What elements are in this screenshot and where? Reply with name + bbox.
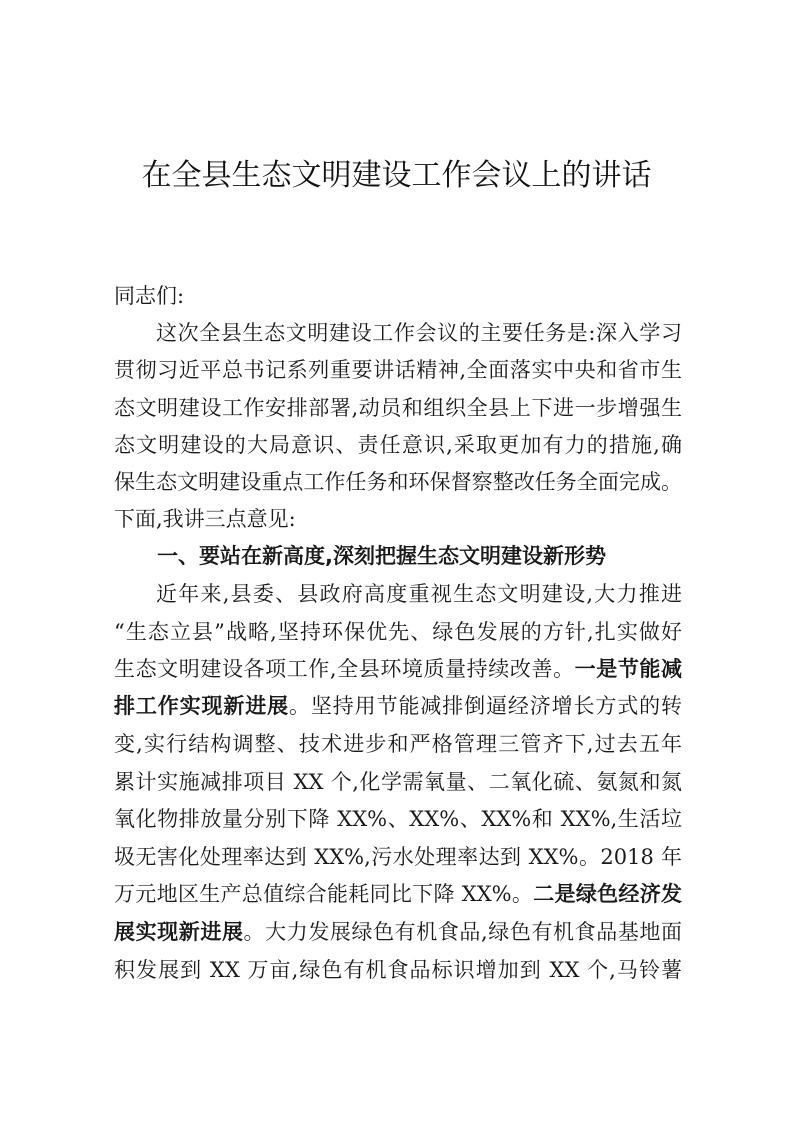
text-run: 。坚持用节能减排倒逼经济增长方式的转 bbox=[289, 694, 683, 718]
text-run: 万元地区生产总值综合能耗同比下降 XX%。 bbox=[114, 882, 534, 906]
paragraph-line: 近年来,县委、县政府高度重视生态文明建设,大力推进 bbox=[156, 582, 682, 606]
text-run: 。大力发展绿色有机食品,绿色有机食品基地面 bbox=[243, 920, 682, 944]
salutation: 同志们: bbox=[114, 284, 185, 308]
bold-run: 一是节能减 bbox=[574, 656, 682, 681]
paragraph-line: 圾无害化处理率达到 XX%,污水处理率达到 XX%。2018 年 bbox=[114, 845, 682, 869]
paragraph-line bbox=[114, 691, 682, 721]
bold-run: 二是绿色经济发 bbox=[533, 881, 683, 906]
bold-run: 排工作实现新进展 bbox=[114, 693, 290, 718]
paragraph-line bbox=[114, 917, 682, 947]
paragraph-line: 态文明建设的大局意识、责任意识,采取更加有力的措施,确 bbox=[114, 433, 682, 457]
paragraph-line bbox=[114, 654, 682, 684]
paragraph-line: 贯彻习近平总书记系列重要讲话精神,全面落实中央和省市生 bbox=[114, 358, 682, 382]
paragraph-line: 氧化物排放量分别下降 XX%、XX%、XX%和 XX%,生活垃 bbox=[114, 807, 682, 831]
section-heading-1: 一、要站在新高度,深刻把握生态文明建设新形势 bbox=[157, 544, 606, 568]
paragraph-line: 这次全县生态文明建设工作会议的主要任务是:深入学习 bbox=[156, 321, 682, 345]
paragraph-line: 下面,我讲三点意见: bbox=[114, 507, 296, 531]
document-title: 在全县生态文明建设工作会议上的讲话 bbox=[141, 158, 652, 193]
paragraph-line: 保生态文明建设重点工作任务和环保督察整改任务全面完成。 bbox=[114, 470, 682, 494]
paragraph-line: 变,实行结构调整、技术进步和严格管理三管齐下,过去五年 bbox=[114, 732, 682, 756]
bold-run: 展实现新进展 bbox=[114, 919, 244, 944]
paragraph-line: “生态立县”战略,坚持环保优先、绿色发展的方针,扎实做好 bbox=[114, 620, 682, 644]
text-run: 生态文明建设各项工作,全县环境质量持续改善。 bbox=[114, 657, 575, 681]
paragraph-line bbox=[114, 879, 682, 909]
paragraph-line: 累计实施减排项目 XX 个,化学需氧量、二氧化硫、氨氮和氮 bbox=[114, 770, 682, 794]
paragraph-line: 积发展到 XX 万亩,绿色有机食品标识增加到 XX 个,马铃薯 bbox=[114, 958, 682, 982]
paragraph-line: 态文明建设工作安排部署,动员和组织全县上下进一步增强生 bbox=[114, 396, 682, 420]
